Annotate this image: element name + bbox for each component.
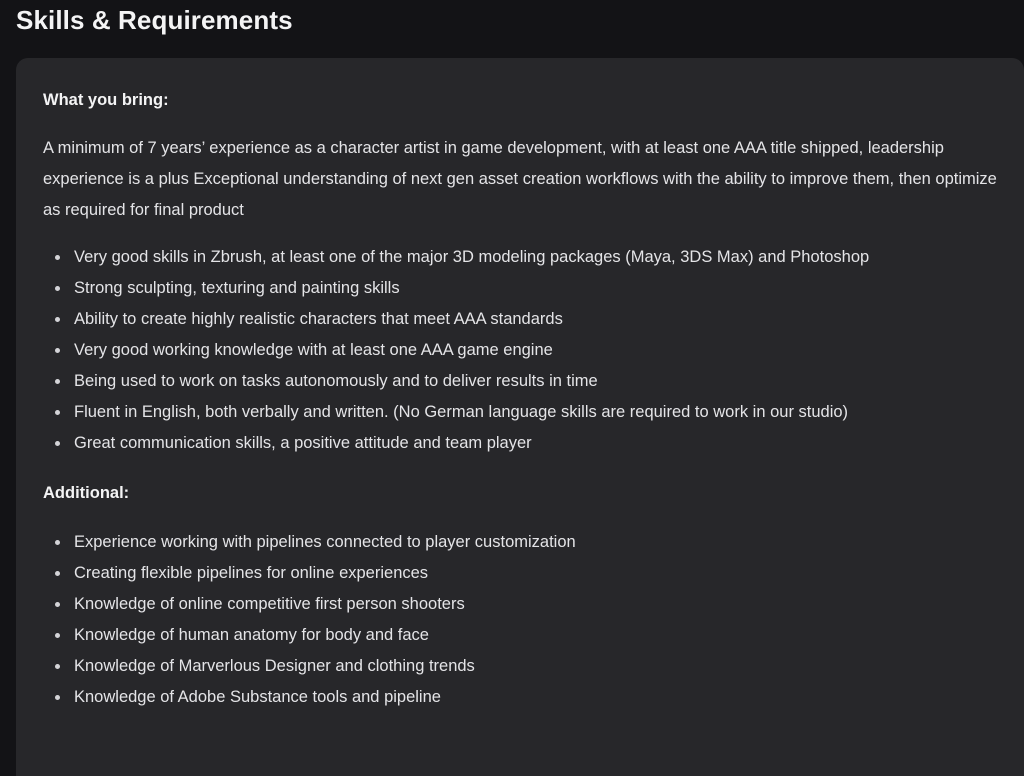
list-item: Fluent in English, both verbally and written. (No German language skills are required to work in our studio) [43,397,1000,428]
what-you-bring-heading: What you bring: [43,91,169,109]
list-item: Very good working knowledge with at least one AAA game engine [43,335,1000,366]
list-item: Being used to work on tasks autonomously and to deliver results in time [43,366,1000,397]
additional-list [43,527,1000,713]
what-you-bring-list [43,242,1000,459]
list-item: Very good skills in Zbrush, at least one of the major 3D modeling packages (Maya, 3DS Max) and Photoshop [43,242,1000,273]
section-title: Skills & Requirements [16,5,293,35]
list-item: Ability to create highly realistic characters that meet AAA standards [43,304,1000,335]
list-item: Knowledge of Adobe Substance tools and pipeline [43,682,1000,713]
list-item: Knowledge of Marverlous Designer and clothing trends [43,651,1000,682]
list-item: Knowledge of human anatomy for body and face [43,620,1000,651]
list-item: Experience working with pipelines connected to player customization [43,527,1000,558]
list-item: Great communication skills, a positive attitude and team player [43,428,1000,459]
additional-heading: Additional: [43,484,130,502]
list-item: Strong sculpting, texturing and painting skills [43,273,1000,304]
requirements-card [16,58,1024,776]
list-item: Creating flexible pipelines for online experiences [43,558,1000,589]
list-item: Knowledge of online competitive first person shooters [43,589,1000,620]
experience-paragraph: A minimum of 7 years’ experience as a character artist in game development, with at least one AAA title shipped, leadership experience is a plus Exceptional understanding of next gen asset creation workflows with the ability to improve them, then optimize as required for final product [43,139,997,219]
